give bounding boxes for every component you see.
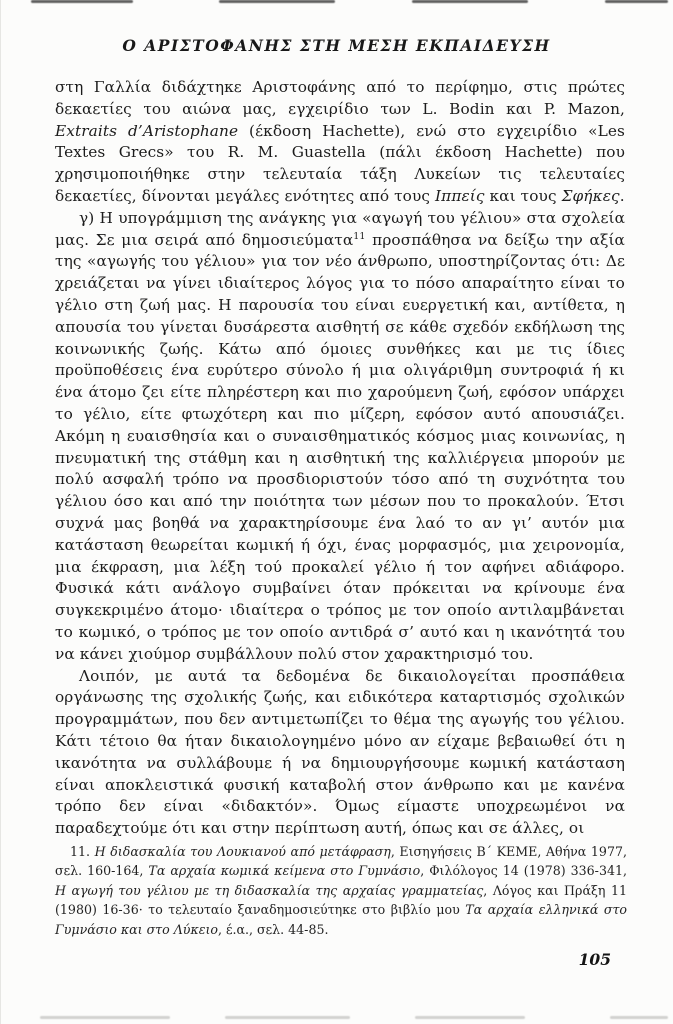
body-paragraph: Λοιπόν, με αυτά τα δεδομένα δε δικαιολογείται προσπάθεια οργάνωσης της σχολικής ζωής, και ειδικότερα καταρτισμός σχολικών προγραμμάτων, που δεν αντιμετωπίζει το θέμα της αγωγής του γέλιου. Κάτι τέτοιο θα ήταν δικαιολογημένο μόνο αν είχαμε βεβαιωθεί ότι η ικανότητα να συλλάβουμε ή να δημιουργήσουμε κωμική κατάσταση είναι αποκλειστικά φυσική καταβολή στον άνθρωπο και με κανένα τρόπο δεν είναι «διδακτόν». Όμως είμαστε υποχρεωμένοι να παραδεχτούμε ότι και στην περίπτωση αυτή, όπως και σε άλλες, οι [55, 666, 625, 838]
body-paragraph: στη Γαλλία διδάχτηκε Αριστοφάνης από το περίφημο, στις πρώτες δεκαετίες του αιώνα μας, εγχειρίδιο των L. Bodin και P. Mazon, Extraits d’Aristophane (έκδοση Hachette), ενώ στο εγχειρίδιο «Les Textes Grecs» του R. M. Guastella (πάλι έκδοση Hachette) που χρησιμοποιήθηκε στην τελευταία τάξη Λυκείων τις τελευταίες δεκαετίες, δίνονται μεγάλες ενότητες από τους Ιππείς και τους Σφήκες. [55, 78, 626, 205]
body-text-column [55, 77, 625, 840]
scan-top-edge-artifact [31, 0, 133, 3]
scan-bottom-edge-artifact [610, 1016, 668, 1019]
scan-bottom-edge-artifact [225, 1016, 350, 1019]
scan-bottom-edge-artifact [415, 1016, 525, 1019]
scan-top-edge-artifact [605, 0, 668, 3]
footnote-block [55, 842, 627, 939]
page-title: Ο ΑΡΙΣΤΟΦΑΝΗΣ ΣΤΗ ΜΕΣΗ ΕΚΠΑΙΔΕΥΣΗ [122, 36, 551, 55]
body-paragraph: γ) Η υπογράμμιση της ανάγκης για «αγωγή του γέλιου» στα σχολεία μας. Σε μια σειρά από δημοσιεύματα$^{11}$ προσπάθησα να δείξω την αξία της «αγωγής του γέλιου» για τον νέο άνθρωπο, υποστηρίζοντας ότι: Δε χρειάζεται να γίνει ιδιαίτερος λόγος για το πόσο απαραίτητο είναι το γέλιο στη ζωή μας. Η παρουσία του είναι ευεργετική και, αντίθετα, η απουσία του γίνεται δυσάρεστα αισθητή σε κάθε σχεδόν εκδήλωση της κοινωνικής ζωής. Κάτω από όμοιες συνθήκες και με τις ίδιες προϋποθέσεις ένα ευρύτερο σύνολο ή μια ολιγάριθμη συντροφιά ή κι ένα άτομο ζει είτε πληρέστερη και πιο χαρούμενη ζωή, εφόσον υπάρχει το γέλιο, είτε φτωχότερη και πιο μίζερη, εφόσον αυτό απουσιάζει. Ακόμη η ευαισθησία και ο συναισθηματικός κόσμος μιας κοινωνίας, η πνευματική της στάθμη και η αισθητική της καλλιέργεια μπορούν με πολύ ασφαλή τρόπο να προσδιοριστούν τόσο από τη συχνότητα του γέλιου όσο και από την ποιότητα των μέσων που το προκαλούν. Έτσι συχνά μας βοηθά να χαρακτηρίσουμε ένα λαό το αν γι’ αυτόν μια κατάσταση θεωρείται κωμική ή όχι, ένας μορφασμός, μια χειρονομία, μια έκφραση, μια λέξη τού προκαλεί γέλιο ή τον αφήνει αδιάφορο. Φυσικά κάτι ανάλογο συμβαίνει όταν πρόκειται να κρίνουμε ένα συγκεκριμένο άτομο· ιδιαίτερα ο τρόπος με τον οποίο αντιλαμβάνεται το κωμικό, ο τρόπος με τον οποίο αντιδρά σ’ αυτό και η ικανότητά του να κάνει χιούμορ συμβάλλουν πολύ στον χαρακτηρισμό του. [55, 208, 625, 663]
footnote-text: 11. Η διδασκαλία του Λουκιανού από μετάφραση, Εισηγήσεις Β΄ ΚΕΜΕ, Αθήνα 1977, σελ. 160-164, Τα αρχαία κωμικά κείμενα στο Γυμνάσιο, Φιλόλογος 14 (1978) 336-341, Η αγωγή του γέλιου με τη διδασκαλία της αρχαίας γραμματείας, Λόγος και Πράξη 11 (1980) 16-36· το τελευταίο ξαναδημοσιεύτηκε στο βιβλίο μου Τα αρχαία ελληνικά στο Γυμνάσιο και στο Λύκειο, έ.α., σελ. 44-85. [55, 844, 627, 937]
scan-left-edge-line [0, 0, 1, 1024]
page-number: 105 [578, 950, 611, 969]
scan-top-edge-artifact [219, 0, 335, 3]
scan-bottom-edge-artifact [40, 1016, 170, 1019]
scan-top-edge-artifact [412, 0, 528, 3]
